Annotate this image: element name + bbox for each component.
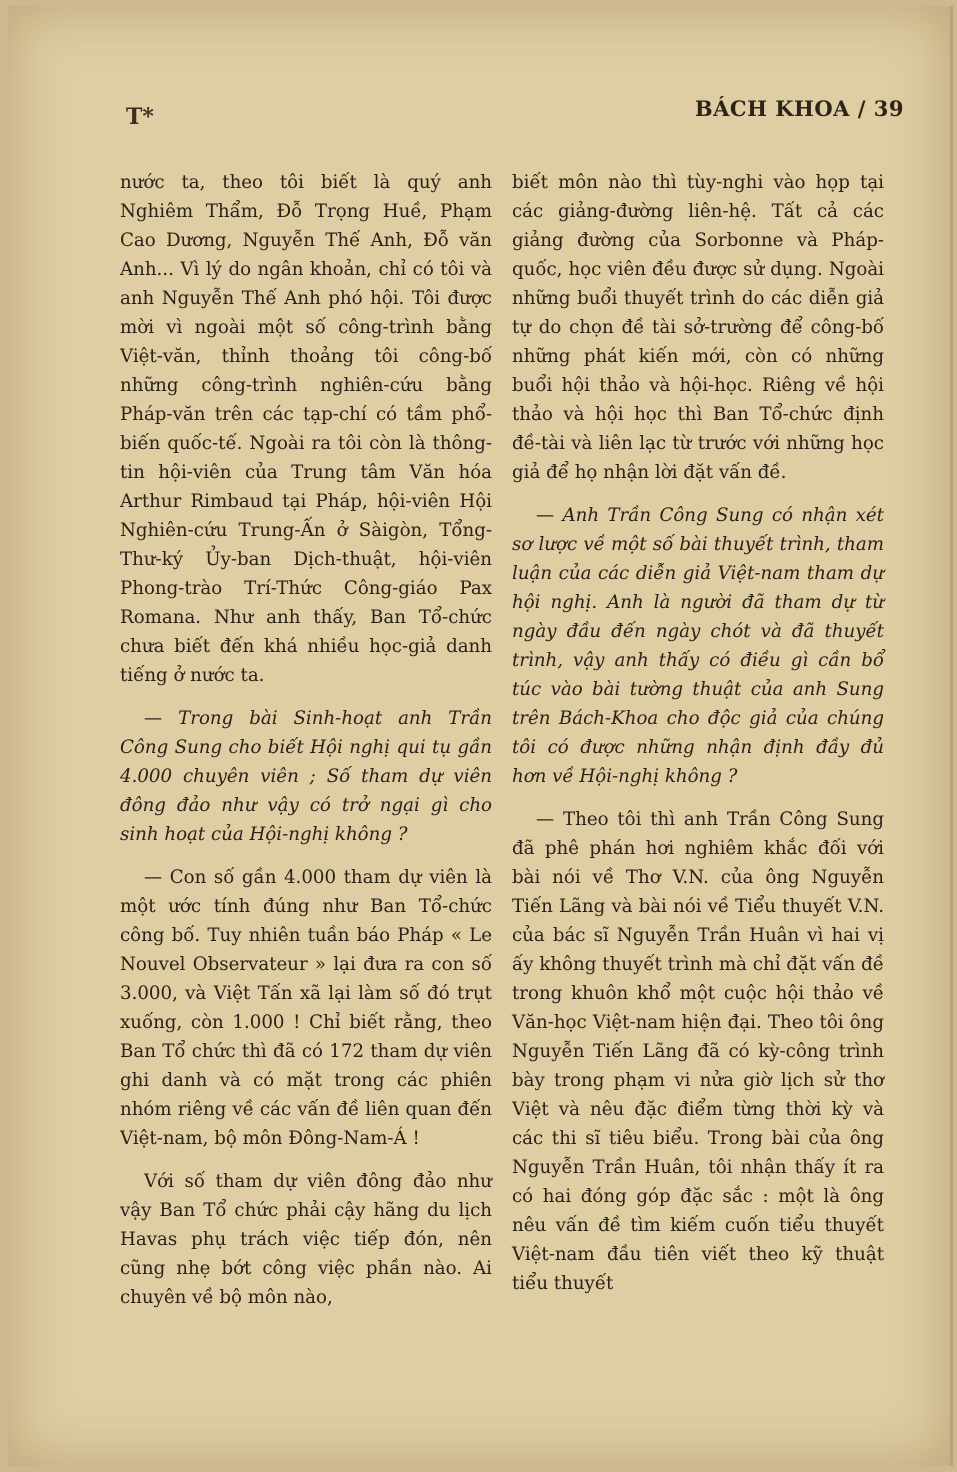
running-title: BÁCH KHOA / 39 (694, 96, 904, 121)
right-question-1: — Anh Trần Công Sung có nhận xét sơ lược về một số bài thuyết trình, tham luận của các diễn giả Việt-nam tham dự hội nghị. Anh là người đã tham dự từ ngày đầu đến ngày chót và đã thuyết trình, vậy anh thấy có điều gì cần bổ túc vào bài tường thuật của anh Sung trên Bách-Khoa cho độc giả của chúng tôi có được những nhận định đầy đủ hơn về Hội-nghị không ? (512, 505, 884, 787)
left-question-1: — Trong bài Sinh-hoạt anh Trần Công Sung cho biết Hội nghị qui tụ gần 4.000 chuyên viên ; Số tham dự viên đông đảo như vậy có trở ngại gì cho sinh hoạt của Hội-nghị không ? (120, 708, 492, 845)
left-paragraph-1: nước ta, theo tôi biết là quý anh Nghiêm Thẩm, Đỗ Trọng Huề, Phạm Cao Dương, Nguyễn Thế Anh, Đỗ văn Anh... Vì lý do ngân khoản, chỉ có tôi và anh Nguyễn Thế Anh phó hội. Tôi được mời vì ngoài một số công-trình bằng Việt-văn, thỉnh thoảng tôi công-bố những công-trình nghiên-cứu bằng Pháp-văn trên các tạp-chí có tầm phổ-biến quốc-tế. Ngoài ra tôi còn là thông-tin hội-viên của Trung tâm Văn hóa Arthur Rimbaud tại Pháp, hội-viên Hội Nghiên-cứu Trung-Ấn ở Sàigòn, Tổng-Thư-ký Ủy-ban Dịch-thuật, hội-viên Phong-trào Trí-Thức Công-giáo Pax Romana. Như anh thấy, Ban Tổ-chức chưa biết đến khá nhiều học-giả danh tiếng ở nước ta. (120, 172, 492, 686)
right-paragraph-2: — Theo tôi thì anh Trần Công Sung đã phê phán hơi nghiêm khắc đối với bài nói về Thơ V.N. của ông Nguyễn Tiến Lãng và bài nói về Tiểu thuyết V.N. của bác sĩ Nguyễn Trần Huân vì hai vị ấy không thuyết trình mà chỉ đặt vấn đề trong khuôn khổ một cuộc hội thảo về Văn-học Việt-nam hiện đại. Theo tôi ông Nguyễn Tiến Lãng đã có kỳ-công trình bày trong phạm vi nửa giờ lịch sử thơ Việt và nêu đặc điểm từng thời kỳ và các thi sĩ tiêu biểu. Trong bài của ông Nguyễn Trần Huân, tôi nhận thấy ít ra có hai đóng góp đặc sắc : một là ông nêu vấn đề tìm kiếm cuốn tiểu thuyết Việt-nam đầu tiên viết theo kỹ thuật tiểu thuyết (512, 809, 884, 1294)
corner-mark: T* (126, 104, 154, 130)
left-paragraph-3: Với số tham dự viên đông đảo như vậy Ban Tổ chức phải cậy hãng du lịch Havas phụ trách việc tiếp đón, nên cũng nhẹ bớt công việc phần nào. Ai chuyên về bộ môn nào, (120, 1171, 492, 1308)
left-paragraph-2: — Con số gần 4.000 tham dự viên là một ước tính đúng như Ban Tổ-chức công bố. Tuy nhiên tuần báo Pháp « Le Nouvel Observateur » lại đưa ra con số 3.000, và Việt Tấn xã lại làm số đó trụt xuống, còn 1.000 ! Chỉ biết rằng, theo Ban Tổ chức thì đã có 172 tham dự viên ghi danh và có mặt trong các phiên nhóm riêng về các vấn đề liên quan đến Việt-nam, bộ môn Đông-Nam-Á ! (120, 867, 492, 1149)
right-paragraph-1: biết môn nào thì tùy-nghi vào họp tại các giảng-đường liên-hệ. Tất cả các giảng đường của Sorbonne và Pháp-quốc, học viên đều được sử dụng. Ngoài những buổi thuyết trình do các diễn giả tự do chọn đề tài sở-trường để công-bố những phát kiến mới, còn có những buổi hội thảo và hội-học. Riêng về hội thảo và hội học thì Ban Tổ-chức định đề-tài và liên lạc từ trước với những học giả để họ nhận lời đặt vấn đề. (512, 172, 884, 483)
right-column (512, 168, 884, 1308)
left-column (120, 168, 492, 1322)
